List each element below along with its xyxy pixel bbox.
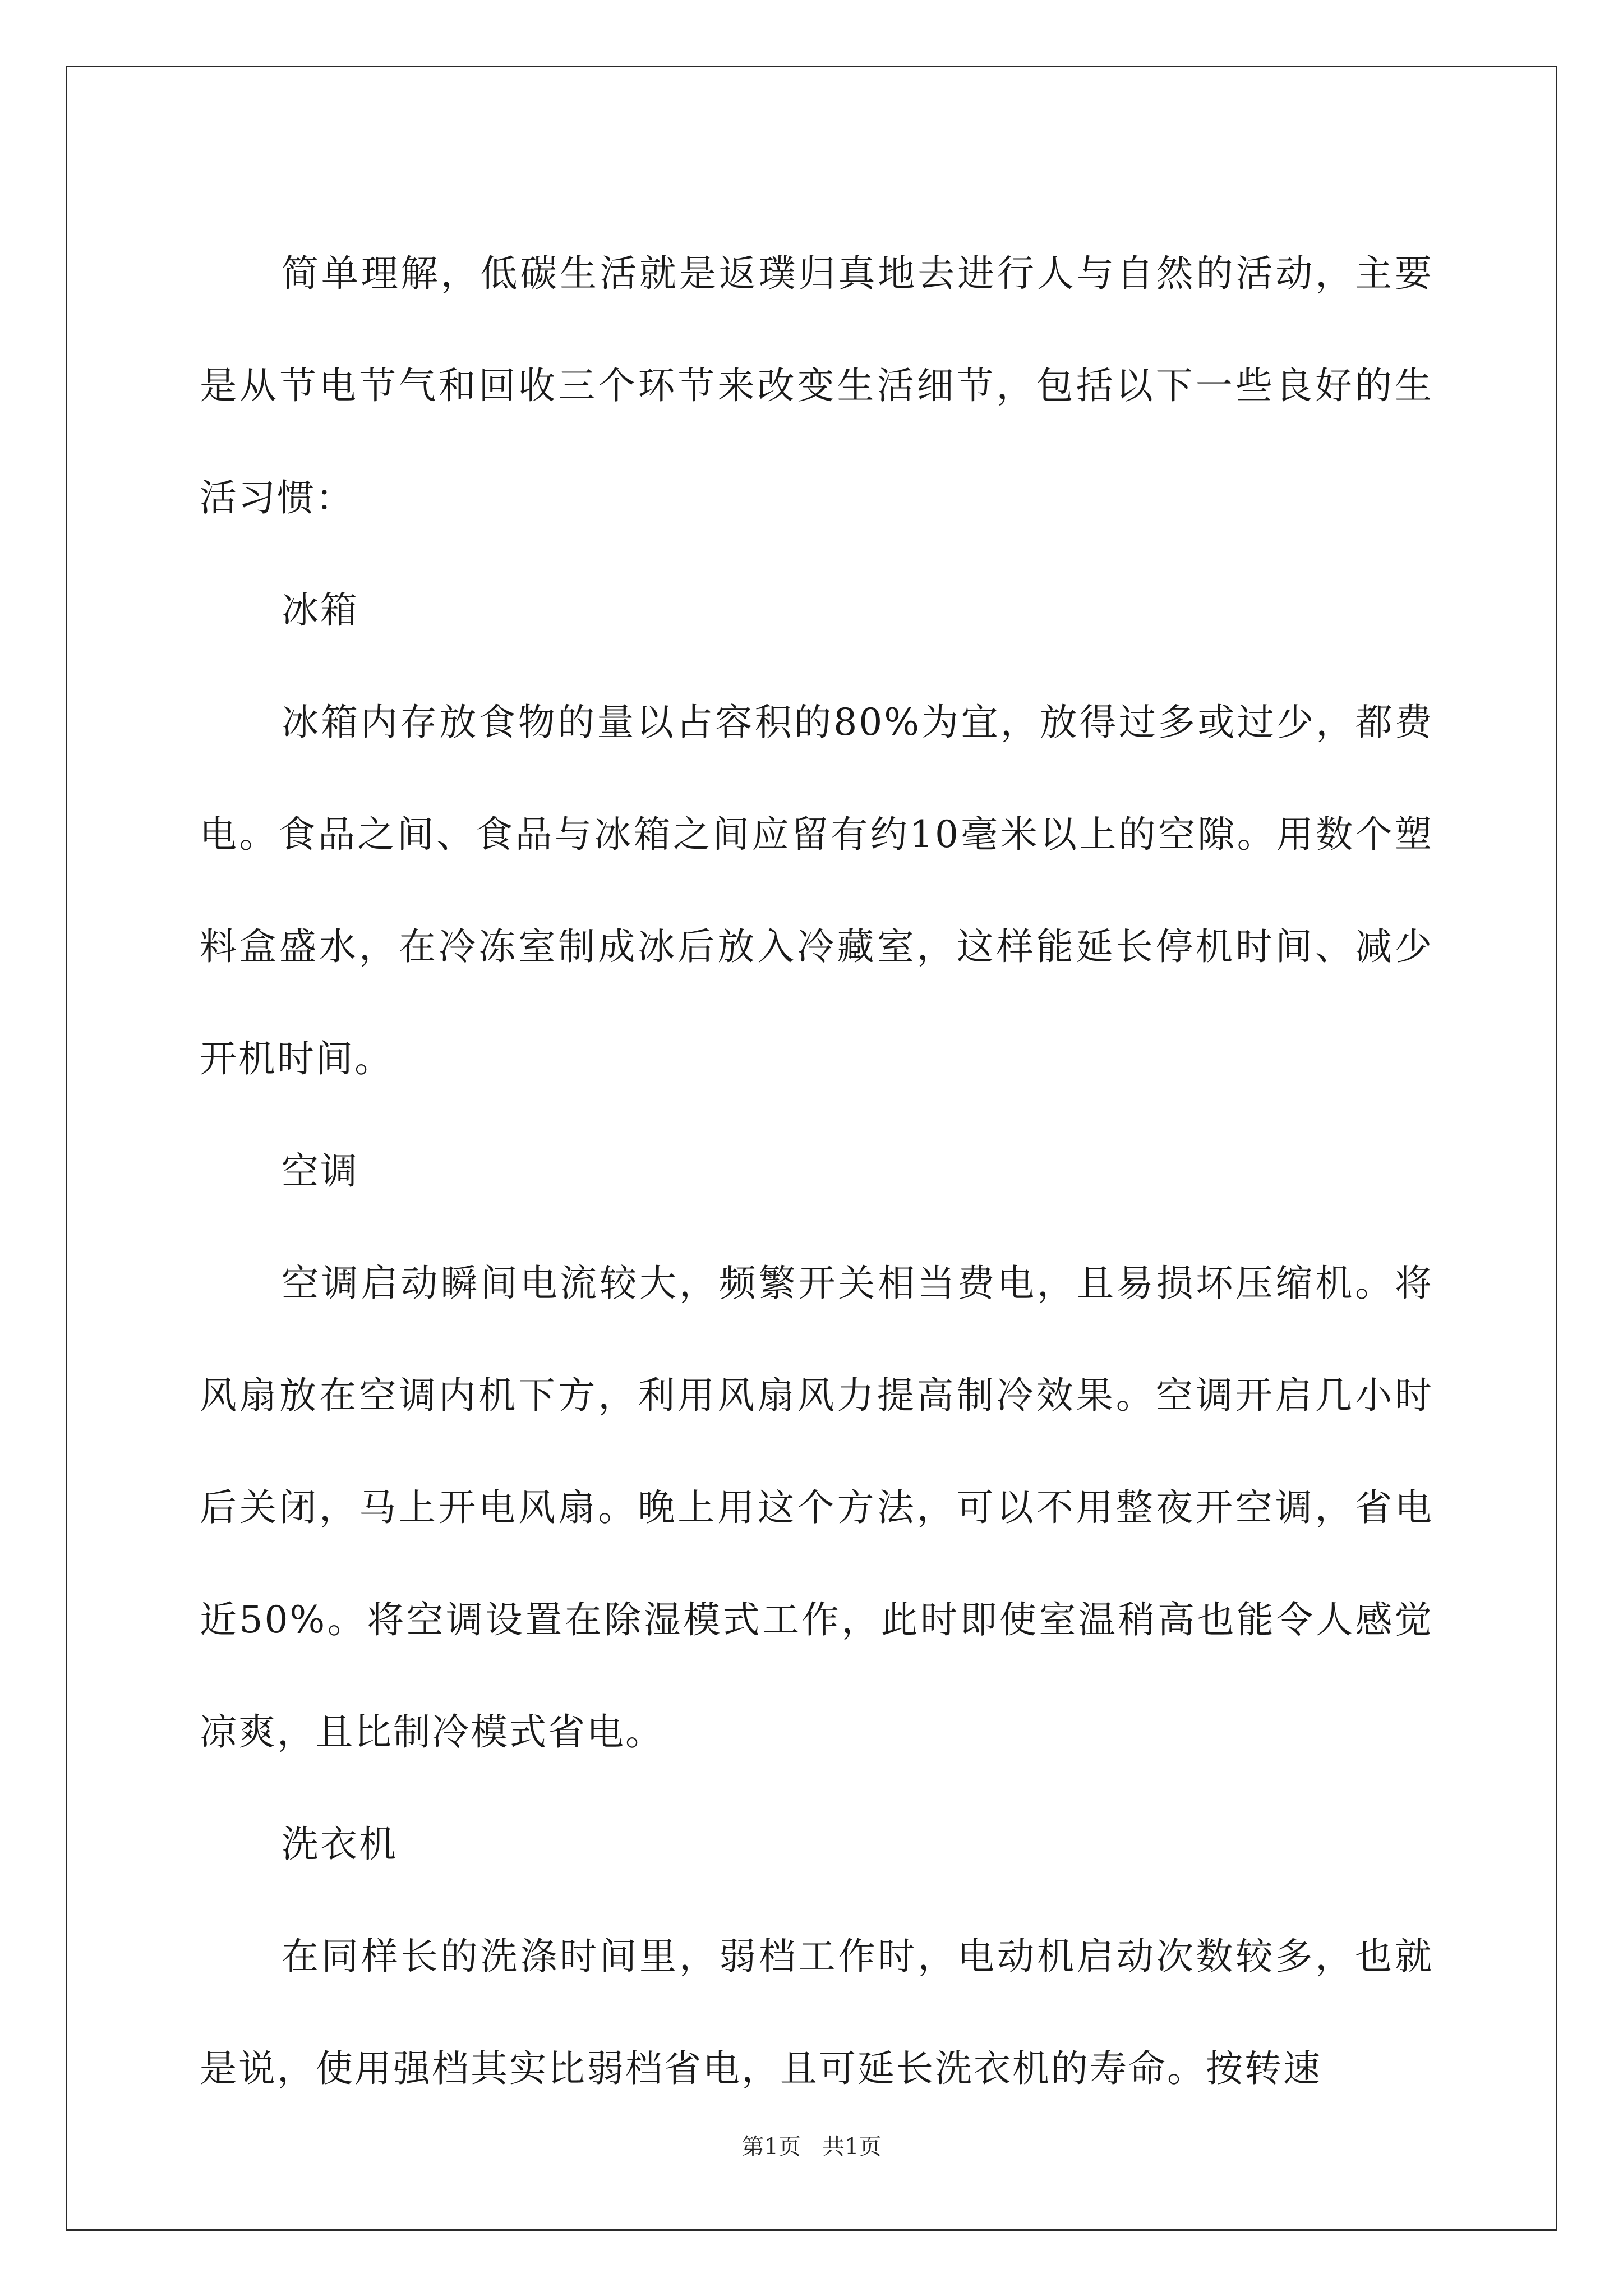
page-number-footer: 第1页 共1页 — [741, 2134, 882, 2160]
washer-paragraph: 在同样长的洗涤时间里，弱档工作时，电动机启动次数较多，也就是说，使用强档其实比弱档省电，且可延长洗衣机的寿命。按转速 — [200, 1935, 1433, 2090]
fridge-paragraph: 冰箱内存放食物的量以占容积的80%为宜，放得过多或过少，都费电。食品之间、食品与冰箱之间应留有约10毫米以上的空隙。用数个塑料盒盛水，在冷冻室制成冰后放入冷藏室，这样能延长停机时间、减少开机时间。 — [200, 701, 1433, 1080]
section-heading-fridge: 冰箱 — [282, 588, 359, 632]
section-heading-aircon: 空调 — [282, 1149, 359, 1193]
document-body — [200, 218, 1433, 2125]
aircon-paragraph: 空调启动瞬间电流较大，频繁开关相当费电，且易损坏压缩机。将风扇放在空调内机下方，利用风扇风力提高制冷效果。空调开启几小时后关闭，马上开电风扇。晚上用这个方法，可以不用整夜开空调，省电近50%。将空调设置在除湿模式工作，此时即使室温稍高也能令人感觉凉爽，且比制冷模式省电。 — [200, 1262, 1433, 1754]
section-heading-washer: 洗衣机 — [282, 1823, 398, 1866]
intro-paragraph: 简单理解，低碳生活就是返璞归真地去进行人与自然的活动，主要是从节电节气和回收三个环节来改变生活细节，包括以下一些良好的生活习惯： — [200, 252, 1433, 519]
